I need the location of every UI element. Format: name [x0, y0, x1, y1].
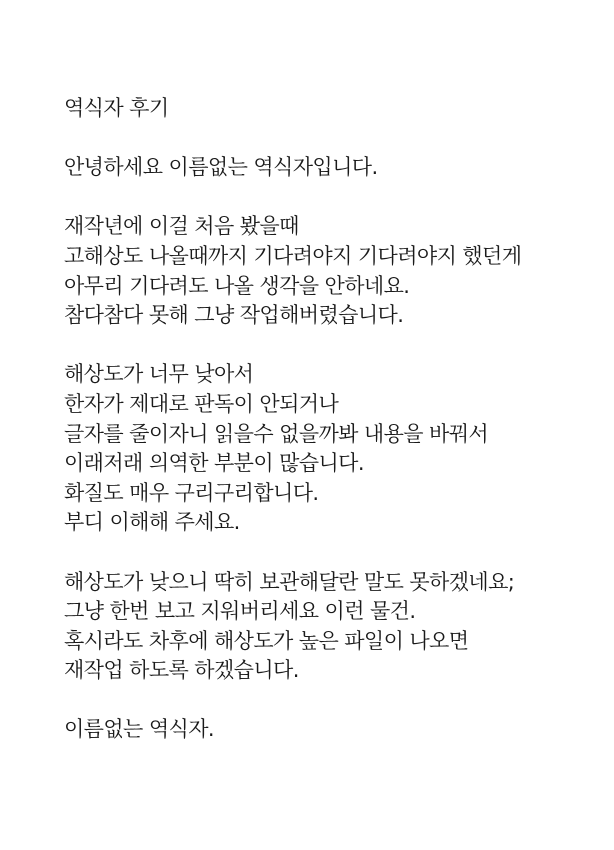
note-title: 역식자 후기 [64, 96, 169, 120]
text-line: 그냥 한번 보고 지워버리세요 이런 물건. [64, 599, 416, 624]
text-line: 재작업 하도록 하겠습니다. [64, 658, 299, 683]
text-line: 해상도가 너무 낮아서 [64, 362, 254, 387]
text-line: 부디 이해해 주세요. [64, 510, 240, 535]
paragraph-greeting [64, 153, 604, 183]
text-line: 혹시라도 차후에 해상도가 높은 파일이 나오면 [64, 628, 469, 653]
paragraph-signature [64, 715, 604, 745]
text-line: 재작년에 이걸 처음 봤을때 [64, 214, 299, 239]
paragraph-quality-notes [64, 360, 604, 538]
note-title-block [64, 94, 604, 124]
text-line: 아무리 기다려도 나올 생각을 안하네요. [64, 273, 410, 298]
text-line: 한자가 제대로 판독이 안되거나 [64, 391, 339, 416]
text-line: 글자를 줄이자니 읽을수 없을까봐 내용을 바꿔서 [64, 421, 489, 446]
text-line: 이래저래 의역한 부분이 많습니다. [64, 451, 364, 476]
text-line: 참다참다 못해 그냥 작업해버렸습니다. [64, 303, 404, 328]
text-line: 화질도 매우 구리구리합니다. [64, 480, 319, 505]
text-line: 해상도가 낮으니 딱히 보관해달란 말도 못하겠네요; [64, 569, 515, 594]
text-line: 안녕하세요 이름없는 역식자입니다. [64, 155, 378, 180]
signature-line: 이름없는 역식자. [64, 717, 214, 742]
paragraph-request [64, 568, 604, 686]
translator-note [64, 94, 604, 745]
paragraph-background [64, 212, 604, 330]
text-line: 고해상도 나올때까지 기다려야지 기다려야지 했던게 [64, 243, 522, 268]
